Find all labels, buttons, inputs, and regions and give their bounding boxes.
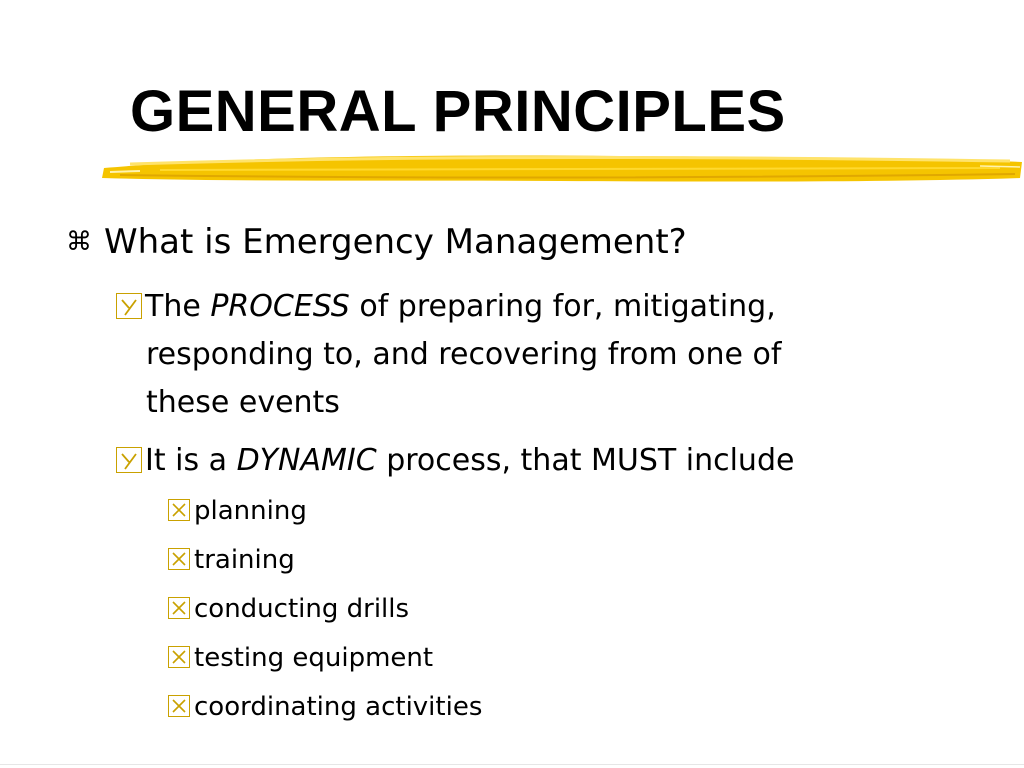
bullet-text: What is Emergency Management? bbox=[104, 222, 687, 262]
boxed-x-icon bbox=[168, 548, 190, 570]
process-line2: responding to, and recovering from one of bbox=[146, 337, 782, 372]
bullet-level2-dynamic bbox=[116, 437, 794, 485]
list-item bbox=[168, 494, 307, 528]
list-item bbox=[168, 592, 409, 626]
process-emphasis: PROCESS bbox=[210, 289, 350, 324]
process-pre: The bbox=[145, 289, 211, 324]
boxed-x-icon bbox=[168, 695, 190, 717]
boxed-x-icon bbox=[168, 499, 190, 521]
command-key-icon: ⌘ bbox=[66, 227, 92, 257]
dynamic-post: process, that MUST include bbox=[376, 443, 795, 478]
bullet-level1 bbox=[66, 222, 687, 262]
list-item-text: planning bbox=[194, 496, 307, 526]
process-post: of preparing for, mitigating, bbox=[349, 289, 776, 324]
boxed-y-icon bbox=[116, 447, 142, 473]
boxed-x-icon bbox=[168, 646, 190, 668]
list-item bbox=[168, 641, 433, 675]
dynamic-pre: It is a bbox=[145, 443, 237, 478]
bullet-level2-process bbox=[116, 283, 781, 427]
list-item bbox=[168, 543, 295, 577]
dynamic-emphasis: DYNAMIC bbox=[236, 443, 377, 478]
process-line3: these events bbox=[146, 385, 340, 420]
list-item-text: testing equipment bbox=[194, 643, 434, 673]
list-item bbox=[168, 690, 482, 724]
slide-title: GENERAL PRINCIPLES bbox=[130, 79, 786, 144]
title-underline-brushstroke bbox=[100, 148, 1024, 188]
boxed-y-icon bbox=[116, 293, 142, 319]
list-item-text: coordinating activities bbox=[194, 692, 483, 722]
divider bbox=[0, 764, 1024, 765]
list-item-text: training bbox=[194, 545, 295, 575]
list-item-text: conducting drills bbox=[194, 594, 410, 624]
boxed-x-icon bbox=[168, 597, 190, 619]
